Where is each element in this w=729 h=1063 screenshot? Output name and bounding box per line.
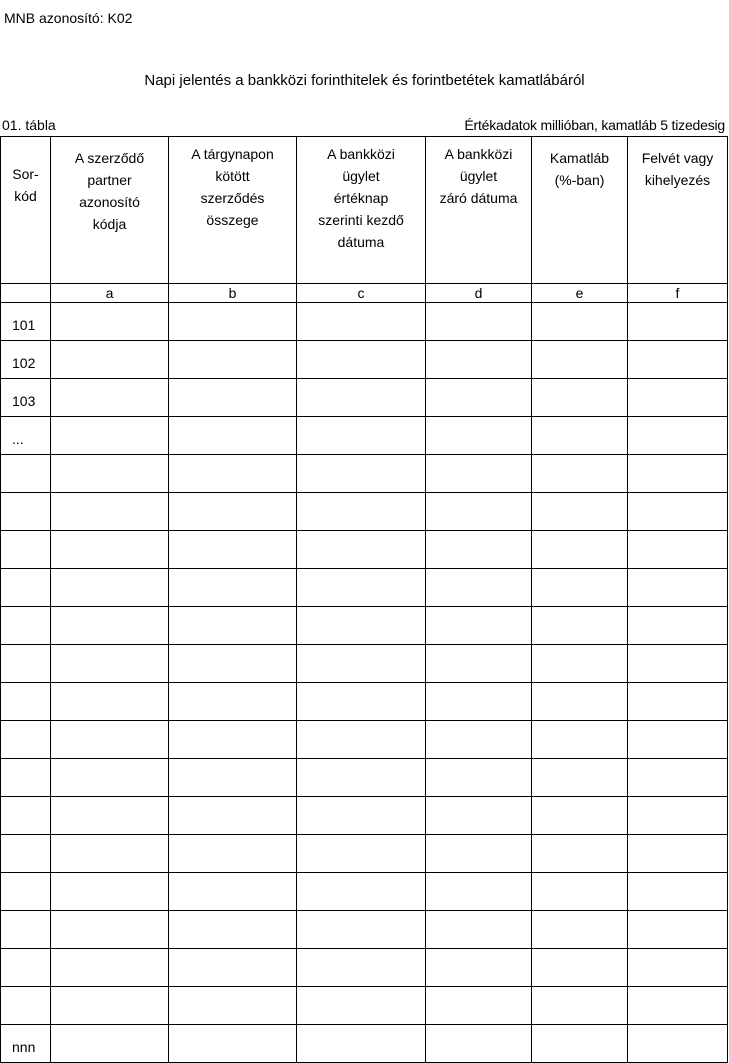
borrow-or-lend-cell — [628, 417, 728, 455]
partner-code-cell — [51, 417, 169, 455]
column-header-partner-code: A szerződő partner azonosító kódja — [51, 137, 169, 284]
start-date-cell — [297, 759, 426, 797]
end-date-cell — [426, 797, 532, 835]
row-code-cell: 101 — [1, 303, 51, 341]
report-title: Napi jelentés a bankközi forinthitelek és forintbetétek kamatlábáról — [144, 72, 585, 89]
table-row — [1, 645, 728, 683]
table-row — [1, 607, 728, 645]
row-code-cell — [1, 797, 51, 835]
start-date-cell — [297, 683, 426, 721]
table-row — [1, 759, 728, 797]
partner-code-cell — [51, 379, 169, 417]
start-date-cell — [297, 987, 426, 1025]
table-row — [1, 797, 728, 835]
column-header-contract-amount: A tárgynapon kötött szerződés összege — [169, 137, 297, 284]
interest-rate-cell — [532, 493, 628, 531]
column-letter-f: f — [628, 284, 728, 303]
partner-code-cell — [51, 531, 169, 569]
contract-amount-cell — [169, 721, 297, 759]
table-row — [1, 1025, 728, 1063]
column-letter-c: c — [297, 284, 426, 303]
start-date-cell — [297, 797, 426, 835]
start-date-cell — [297, 569, 426, 607]
table-row — [1, 455, 728, 493]
contract-amount-cell — [169, 949, 297, 987]
column-header-row-code: Sor- kód — [1, 137, 51, 284]
interest-rate-cell — [532, 683, 628, 721]
end-date-cell — [426, 721, 532, 759]
row-code-cell: nnn — [1, 1025, 51, 1063]
start-date-cell — [297, 721, 426, 759]
column-header-interest-rate: Kamatláb (%-ban) — [532, 137, 628, 284]
row-code-cell — [1, 607, 51, 645]
partner-code-cell — [51, 721, 169, 759]
end-date-cell — [426, 379, 532, 417]
row-code-cell — [1, 987, 51, 1025]
table-row — [1, 911, 728, 949]
end-date-cell — [426, 911, 532, 949]
row-code-cell — [1, 645, 51, 683]
column-letter-a: a — [51, 284, 169, 303]
start-date-cell — [297, 1025, 426, 1063]
contract-amount-cell — [169, 493, 297, 531]
report-table — [0, 136, 728, 1063]
interest-rate-cell — [532, 569, 628, 607]
contract-amount-cell — [169, 987, 297, 1025]
interest-rate-cell — [532, 873, 628, 911]
table-row — [1, 417, 728, 455]
contract-amount-cell — [169, 1025, 297, 1063]
header-row — [1, 137, 728, 284]
start-date-cell — [297, 607, 426, 645]
interest-rate-cell — [532, 379, 628, 417]
interest-rate-cell — [532, 417, 628, 455]
interest-rate-cell — [532, 721, 628, 759]
column-letter-d: d — [426, 284, 532, 303]
interest-rate-cell — [532, 455, 628, 493]
table-row — [1, 683, 728, 721]
row-code-cell — [1, 835, 51, 873]
row-code-cell — [1, 721, 51, 759]
borrow-or-lend-cell — [628, 531, 728, 569]
contract-amount-cell — [169, 797, 297, 835]
table-row — [1, 341, 728, 379]
end-date-cell — [426, 303, 532, 341]
start-date-cell — [297, 835, 426, 873]
interest-rate-cell — [532, 1025, 628, 1063]
partner-code-cell — [51, 759, 169, 797]
borrow-or-lend-cell — [628, 797, 728, 835]
borrow-or-lend-cell — [628, 569, 728, 607]
borrow-or-lend-cell — [628, 645, 728, 683]
column-letter-e: e — [532, 284, 628, 303]
row-code-cell — [1, 455, 51, 493]
start-date-cell — [297, 455, 426, 493]
end-date-cell — [426, 531, 532, 569]
end-date-cell — [426, 683, 532, 721]
interest-rate-cell — [532, 645, 628, 683]
end-date-cell — [426, 455, 532, 493]
start-date-cell — [297, 417, 426, 455]
table-row — [1, 949, 728, 987]
borrow-or-lend-cell — [628, 455, 728, 493]
table-row — [1, 987, 728, 1025]
end-date-cell — [426, 645, 532, 683]
row-code-cell: 103 — [1, 379, 51, 417]
start-date-cell — [297, 379, 426, 417]
end-date-cell — [426, 835, 532, 873]
row-code-cell — [1, 873, 51, 911]
borrow-or-lend-cell — [628, 303, 728, 341]
end-date-cell — [426, 949, 532, 987]
column-header-end-date: A bankközi ügylet záró dátuma — [426, 137, 532, 284]
contract-amount-cell — [169, 683, 297, 721]
borrow-or-lend-cell — [628, 341, 728, 379]
partner-code-cell — [51, 1025, 169, 1063]
contract-amount-cell — [169, 645, 297, 683]
row-code-cell: ... — [1, 417, 51, 455]
start-date-cell — [297, 645, 426, 683]
table-row — [1, 379, 728, 417]
partner-code-cell — [51, 645, 169, 683]
column-header-borrow-or-lend: Felvét vagy kihelyezés — [628, 137, 728, 284]
start-date-cell — [297, 949, 426, 987]
units-note: Értékadatok millióban, kamatláb 5 tizedesig — [464, 117, 725, 133]
borrow-or-lend-cell — [628, 1025, 728, 1063]
table-row — [1, 873, 728, 911]
partner-code-cell — [51, 797, 169, 835]
end-date-cell — [426, 569, 532, 607]
partner-code-cell — [51, 493, 169, 531]
end-date-cell — [426, 987, 532, 1025]
borrow-or-lend-cell — [628, 949, 728, 987]
table-row — [1, 569, 728, 607]
start-date-cell — [297, 341, 426, 379]
borrow-or-lend-cell — [628, 683, 728, 721]
column-header-start-date: A bankközi ügylet értéknap szerinti kezdő dátuma — [297, 137, 426, 284]
interest-rate-cell — [532, 835, 628, 873]
start-date-cell — [297, 911, 426, 949]
partner-code-cell — [51, 911, 169, 949]
column-letter-b: b — [169, 284, 297, 303]
table-label: 01. tábla — [2, 117, 56, 133]
borrow-or-lend-cell — [628, 987, 728, 1025]
interest-rate-cell — [532, 987, 628, 1025]
partner-code-cell — [51, 949, 169, 987]
contract-amount-cell — [169, 341, 297, 379]
contract-amount-cell — [169, 911, 297, 949]
partner-code-cell — [51, 683, 169, 721]
interest-rate-cell — [532, 341, 628, 379]
start-date-cell — [297, 873, 426, 911]
end-date-cell — [426, 493, 532, 531]
row-code-cell — [1, 493, 51, 531]
borrow-or-lend-cell — [628, 721, 728, 759]
contract-amount-cell — [169, 759, 297, 797]
end-date-cell — [426, 341, 532, 379]
row-code-cell — [1, 759, 51, 797]
table-row — [1, 303, 728, 341]
table-row — [1, 493, 728, 531]
end-date-cell — [426, 759, 532, 797]
borrow-or-lend-cell — [628, 379, 728, 417]
contract-amount-cell — [169, 873, 297, 911]
table-row — [1, 835, 728, 873]
start-date-cell — [297, 493, 426, 531]
partner-code-cell — [51, 835, 169, 873]
row-code-cell: 102 — [1, 341, 51, 379]
mnb-identifier: MNB azonosító: K02 — [4, 10, 133, 26]
row-code-cell — [1, 569, 51, 607]
start-date-cell — [297, 303, 426, 341]
borrow-or-lend-cell — [628, 607, 728, 645]
interest-rate-cell — [532, 797, 628, 835]
row-code-cell — [1, 531, 51, 569]
table-row — [1, 721, 728, 759]
contract-amount-cell — [169, 607, 297, 645]
interest-rate-cell — [532, 531, 628, 569]
partner-code-cell — [51, 455, 169, 493]
interest-rate-cell — [532, 949, 628, 987]
partner-code-cell — [51, 303, 169, 341]
column-letter-row — [1, 284, 728, 303]
contract-amount-cell — [169, 531, 297, 569]
contract-amount-cell — [169, 417, 297, 455]
end-date-cell — [426, 417, 532, 455]
borrow-or-lend-cell — [628, 759, 728, 797]
partner-code-cell — [51, 873, 169, 911]
borrow-or-lend-cell — [628, 493, 728, 531]
partner-code-cell — [51, 569, 169, 607]
partner-code-cell — [51, 987, 169, 1025]
contract-amount-cell — [169, 835, 297, 873]
borrow-or-lend-cell — [628, 873, 728, 911]
row-code-cell — [1, 911, 51, 949]
contract-amount-cell — [169, 303, 297, 341]
partner-code-cell — [51, 341, 169, 379]
row-code-cell — [1, 683, 51, 721]
contract-amount-cell — [169, 569, 297, 607]
contract-amount-cell — [169, 379, 297, 417]
row-code-cell — [1, 949, 51, 987]
interest-rate-cell — [532, 607, 628, 645]
borrow-or-lend-cell — [628, 911, 728, 949]
column-letter-empty — [1, 284, 51, 303]
partner-code-cell — [51, 607, 169, 645]
interest-rate-cell — [532, 759, 628, 797]
end-date-cell — [426, 873, 532, 911]
start-date-cell — [297, 531, 426, 569]
end-date-cell — [426, 1025, 532, 1063]
borrow-or-lend-cell — [628, 835, 728, 873]
table-row — [1, 531, 728, 569]
end-date-cell — [426, 607, 532, 645]
interest-rate-cell — [532, 911, 628, 949]
interest-rate-cell — [532, 303, 628, 341]
contract-amount-cell — [169, 455, 297, 493]
